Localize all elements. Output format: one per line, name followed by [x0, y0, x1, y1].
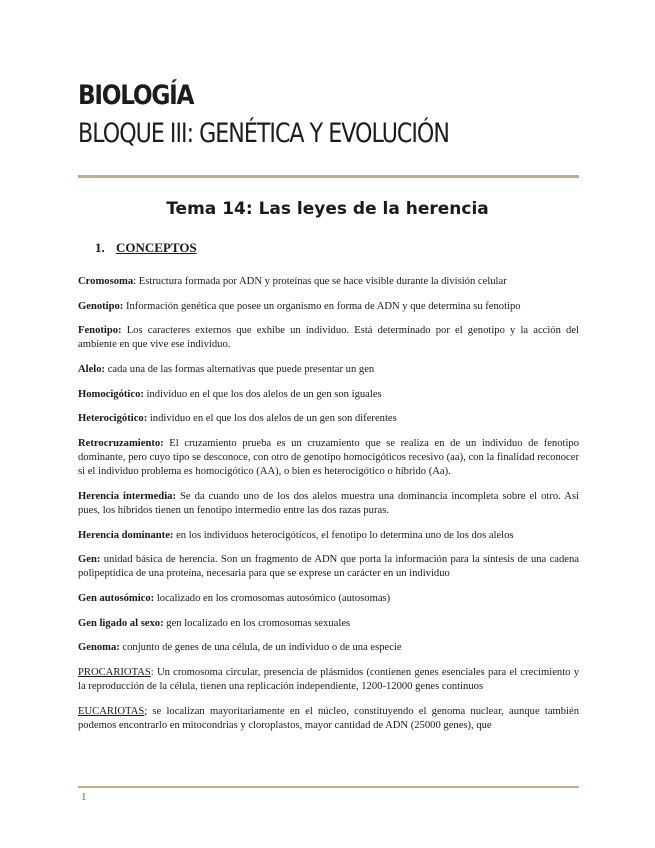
definition-paragraph [78, 490, 579, 518]
definition-term: Genotipo: [78, 300, 124, 312]
definition-paragraph [78, 617, 579, 631]
definition-text: individuo en el que los dos alelos de un gen son iguales [143, 388, 382, 400]
definition-text: unidad básica de herencia. Son un fragmento de ADN que porta la información para la síntesis de una cadena polipeptídica de una proteína, necesaria para que se exprese un carácter en un individuo [78, 554, 579, 580]
definition-term: Herencia dominante: [78, 529, 174, 541]
definition-term: Gen ligado al sexo: [78, 617, 164, 629]
definition-term: Herencia intermedia: [78, 490, 176, 502]
section-title: CONCEPTOS [116, 240, 197, 255]
definition-term: Retrocruzamiento: [78, 437, 164, 449]
definition-paragraph [78, 553, 579, 581]
definition-term: Cromosoma [78, 276, 134, 287]
definition-text: Información genética que posee un organismo en forma de ADN y que determina su fenotipo [123, 300, 521, 312]
definition-paragraph [78, 412, 579, 426]
prokaryote-paragraph [78, 666, 579, 694]
definition-text: gen localizado en los cromosomas sexuales [163, 617, 351, 629]
eukaryote-text: ; se localizan mayoritariamente en el núcleo, constituyendo el genoma nuclear, aunque también podemos encontrarlo en mitocondrias y cloroplastos, mayor cantidad de ADN (25000 genes), que [78, 705, 579, 731]
page-number: 1 [81, 791, 87, 803]
prokaryote-text: : Un cromosoma circular, presencia de plásmidos (contienen genes esenciales para el crecimiento y la reproducción de la célula, tienen una replicación independiente, 1200-12000 genes continuos [78, 666, 579, 692]
definition-term: Homocigótico: [78, 388, 144, 400]
eukaryote-term: EUCARIOTAS [78, 705, 145, 717]
definition-paragraph [78, 592, 579, 606]
definition-text: Los caracteres externos que exhibe un individuo. Está determinado por el genotipo y la acción del ambiente en que vive ese individuo. [78, 325, 579, 351]
definition-text: conjunto de genes de una célula, de un individuo o de una especie [119, 642, 402, 654]
section-number: 1. [95, 240, 105, 255]
subject-title: BIOLOGÍA [78, 80, 194, 111]
definition-term: Gen: [78, 554, 101, 566]
section-heading [95, 240, 197, 256]
definition-text: localizado en los cromosomas autosómico (autosomas) [154, 592, 391, 604]
definition-paragraph [78, 437, 579, 480]
definition-text: : Estructura formada por ADN y proteínas que se hace visible durante la división celular [133, 276, 507, 287]
footer-divider [78, 786, 579, 788]
eukaryote-paragraph [78, 705, 579, 733]
definition-term: Gen autosómico: [78, 592, 155, 604]
definition-term: Fenotipo: [78, 325, 122, 337]
definition-term: Alelo: [78, 363, 106, 375]
topic-title: Tema 14: Las leyes de la herencia [166, 199, 489, 219]
definition-paragraph [78, 529, 579, 543]
definition-paragraph [78, 324, 579, 352]
definition-text: El cruzamiento prueba es un cruzamiento que se realiza en de un individuo de fenotipo dominante, pero cuyo tipo se desconoce, con otro de genotipo homocigóticos recesivo (aa), con la finalidad reconocer si el individuo problema es homocigótico (AA), o bien es heterocigótico o híbrido (Aa). [78, 437, 579, 478]
block-title: BLOQUE III: GENÉTICA Y EVOLUCIÓN [78, 118, 449, 149]
definition-text: Se da cuando uno de los dos alelos muestra una dominancia incompleta sobre el otro. Así pues, los híbridos tienen un fenotipo intermedio entre las dos razas puras. [78, 490, 579, 516]
definition-paragraph [78, 388, 579, 402]
definition-term: Genoma: [78, 642, 120, 654]
definition-text: individuo en el que los dos alelos de un gen son diferentes [147, 413, 397, 425]
definition-term: Heterocigótico: [78, 413, 148, 425]
definition-paragraph [78, 275, 579, 289]
definition-text: cada una de las formas alternativas que puede presentar un gen [105, 363, 375, 375]
definition-paragraph [78, 363, 579, 377]
prokaryote-term: PROCARIOTAS [78, 666, 151, 678]
definition-paragraph [78, 300, 579, 314]
definition-paragraph [78, 641, 579, 655]
header-divider [78, 175, 579, 178]
definitions-body [78, 275, 579, 743]
definition-text: en los individuos heterocigóticos, el fenotipo lo determina uno de los dos alelos [173, 529, 514, 541]
